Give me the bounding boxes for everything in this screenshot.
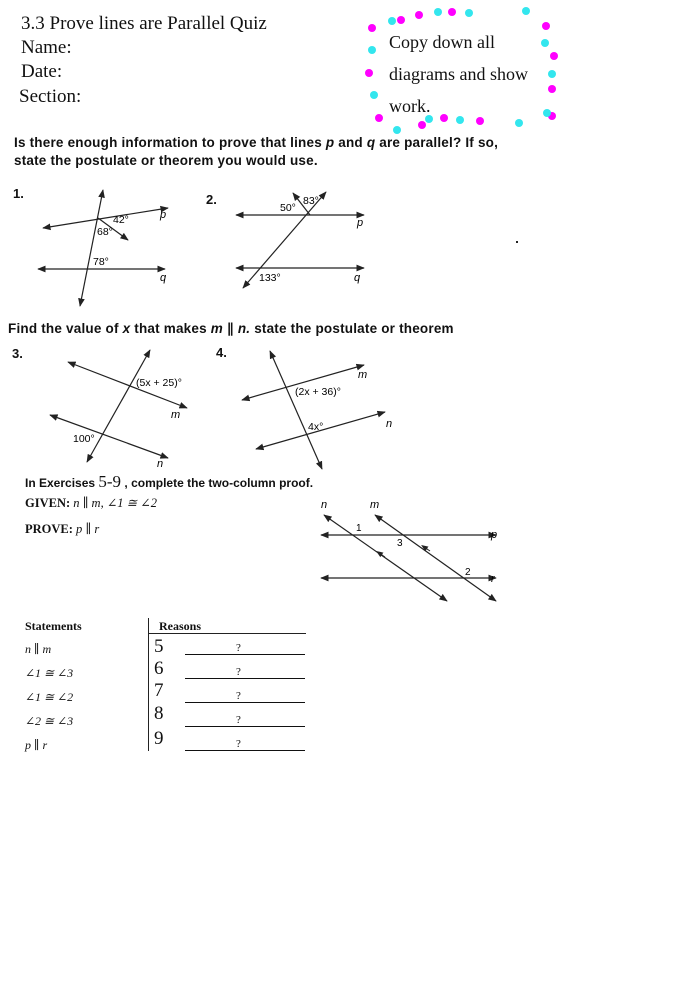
statements-header: Statements xyxy=(25,619,82,633)
problem-4-number: 4. xyxy=(216,345,227,360)
reason-number-8: 8 xyxy=(154,703,164,724)
svg-text:m: m xyxy=(370,499,380,511)
reason-6-blank[interactable] xyxy=(185,678,305,679)
part1-instruction: Is there enough information to prove that lines p and q are parallel? If so, state the postulate or theorem you would use. xyxy=(14,135,499,168)
table-divider-horizontal xyxy=(148,633,306,634)
proof-intro: In Exercises 5-9 , complete the two-column proof. xyxy=(25,472,314,491)
statement-8: ∠2 ≅ ∠3 xyxy=(25,714,74,728)
svg-text:q: q xyxy=(160,272,167,284)
svg-text:68°: 68° xyxy=(97,226,113,238)
reason-7-placeholder: ? xyxy=(236,690,241,702)
svg-text:50°: 50° xyxy=(280,202,296,214)
reason-5-blank[interactable] xyxy=(185,654,305,655)
quiz-title: 3.3 Prove lines are Parallel Quiz xyxy=(21,13,267,34)
reason-number-7: 7 xyxy=(154,680,164,701)
reason-number-9: 9 xyxy=(154,728,164,749)
problem-2-number: 2. xyxy=(206,192,217,207)
statement-7: ∠1 ≅ ∠2 xyxy=(25,690,74,704)
reasons-header: Reasons xyxy=(159,619,202,633)
prove-statement: PROVE: p ∥ r xyxy=(25,522,100,536)
problem-3-number: 3. xyxy=(12,346,23,361)
problem-1-diagram xyxy=(30,185,190,310)
statement-6: ∠1 ≅ ∠3 xyxy=(25,666,74,680)
svg-text:p: p xyxy=(160,209,167,221)
svg-text:p: p xyxy=(357,217,364,229)
reason-5-placeholder: ? xyxy=(236,642,241,654)
note-line-1: Copy down all xyxy=(389,32,495,52)
stray-dot xyxy=(516,241,518,243)
svg-text:r: r xyxy=(491,573,495,585)
note-line-3: work. xyxy=(389,96,431,116)
svg-text:p: p xyxy=(491,529,498,541)
reason-8-blank[interactable] xyxy=(185,726,305,727)
svg-text:n: n xyxy=(321,499,328,511)
reason-8-placeholder: ? xyxy=(236,714,241,726)
svg-text:n: n xyxy=(157,458,164,470)
problem-4-diagram xyxy=(240,345,405,470)
reason-9-blank[interactable] xyxy=(185,750,305,751)
date-label: Date: xyxy=(21,61,63,82)
svg-text:1: 1 xyxy=(356,523,362,534)
svg-text:(2x + 36)°: (2x + 36)° xyxy=(295,386,341,398)
reason-number-5: 5 xyxy=(154,636,164,657)
section-label: Section: xyxy=(19,86,82,107)
given-statement: GIVEN: n ∥ m, ∠1 ≅ ∠2 xyxy=(25,496,158,510)
svg-text:78°: 78° xyxy=(93,256,109,268)
svg-text:m: m xyxy=(358,369,368,381)
svg-text:83°: 83° xyxy=(303,195,319,207)
problem-1-number: 1. xyxy=(13,186,24,201)
statement-5: n ∥ m xyxy=(25,642,52,656)
problem-2-diagram xyxy=(230,188,380,293)
proof-diagram xyxy=(315,495,510,607)
svg-text:4x°: 4x° xyxy=(308,421,324,433)
reason-7-blank[interactable] xyxy=(185,702,305,703)
reason-9-placeholder: ? xyxy=(236,738,241,750)
reason-6-placeholder: ? xyxy=(236,666,241,678)
name-label: Name: xyxy=(21,37,72,58)
table-divider-vertical xyxy=(148,618,149,751)
svg-text:(5x + 25)°: (5x + 25)° xyxy=(136,377,182,389)
note-line-2: diagrams and show xyxy=(389,64,528,84)
svg-text:m: m xyxy=(171,409,181,421)
svg-text:q: q xyxy=(354,272,361,284)
reason-number-6: 6 xyxy=(154,658,164,679)
statement-9: p ∥ r xyxy=(25,738,48,752)
part2-instruction: Find the value of x that makes m ∥ n. state the postulate or theorem xyxy=(8,321,454,336)
svg-text:100°: 100° xyxy=(73,433,95,445)
svg-text:42°: 42° xyxy=(113,214,129,226)
svg-text:133°: 133° xyxy=(259,272,281,284)
svg-text:n: n xyxy=(386,418,393,430)
problem-3-diagram xyxy=(40,345,210,470)
svg-text:2: 2 xyxy=(465,567,471,578)
svg-text:3: 3 xyxy=(397,538,403,549)
